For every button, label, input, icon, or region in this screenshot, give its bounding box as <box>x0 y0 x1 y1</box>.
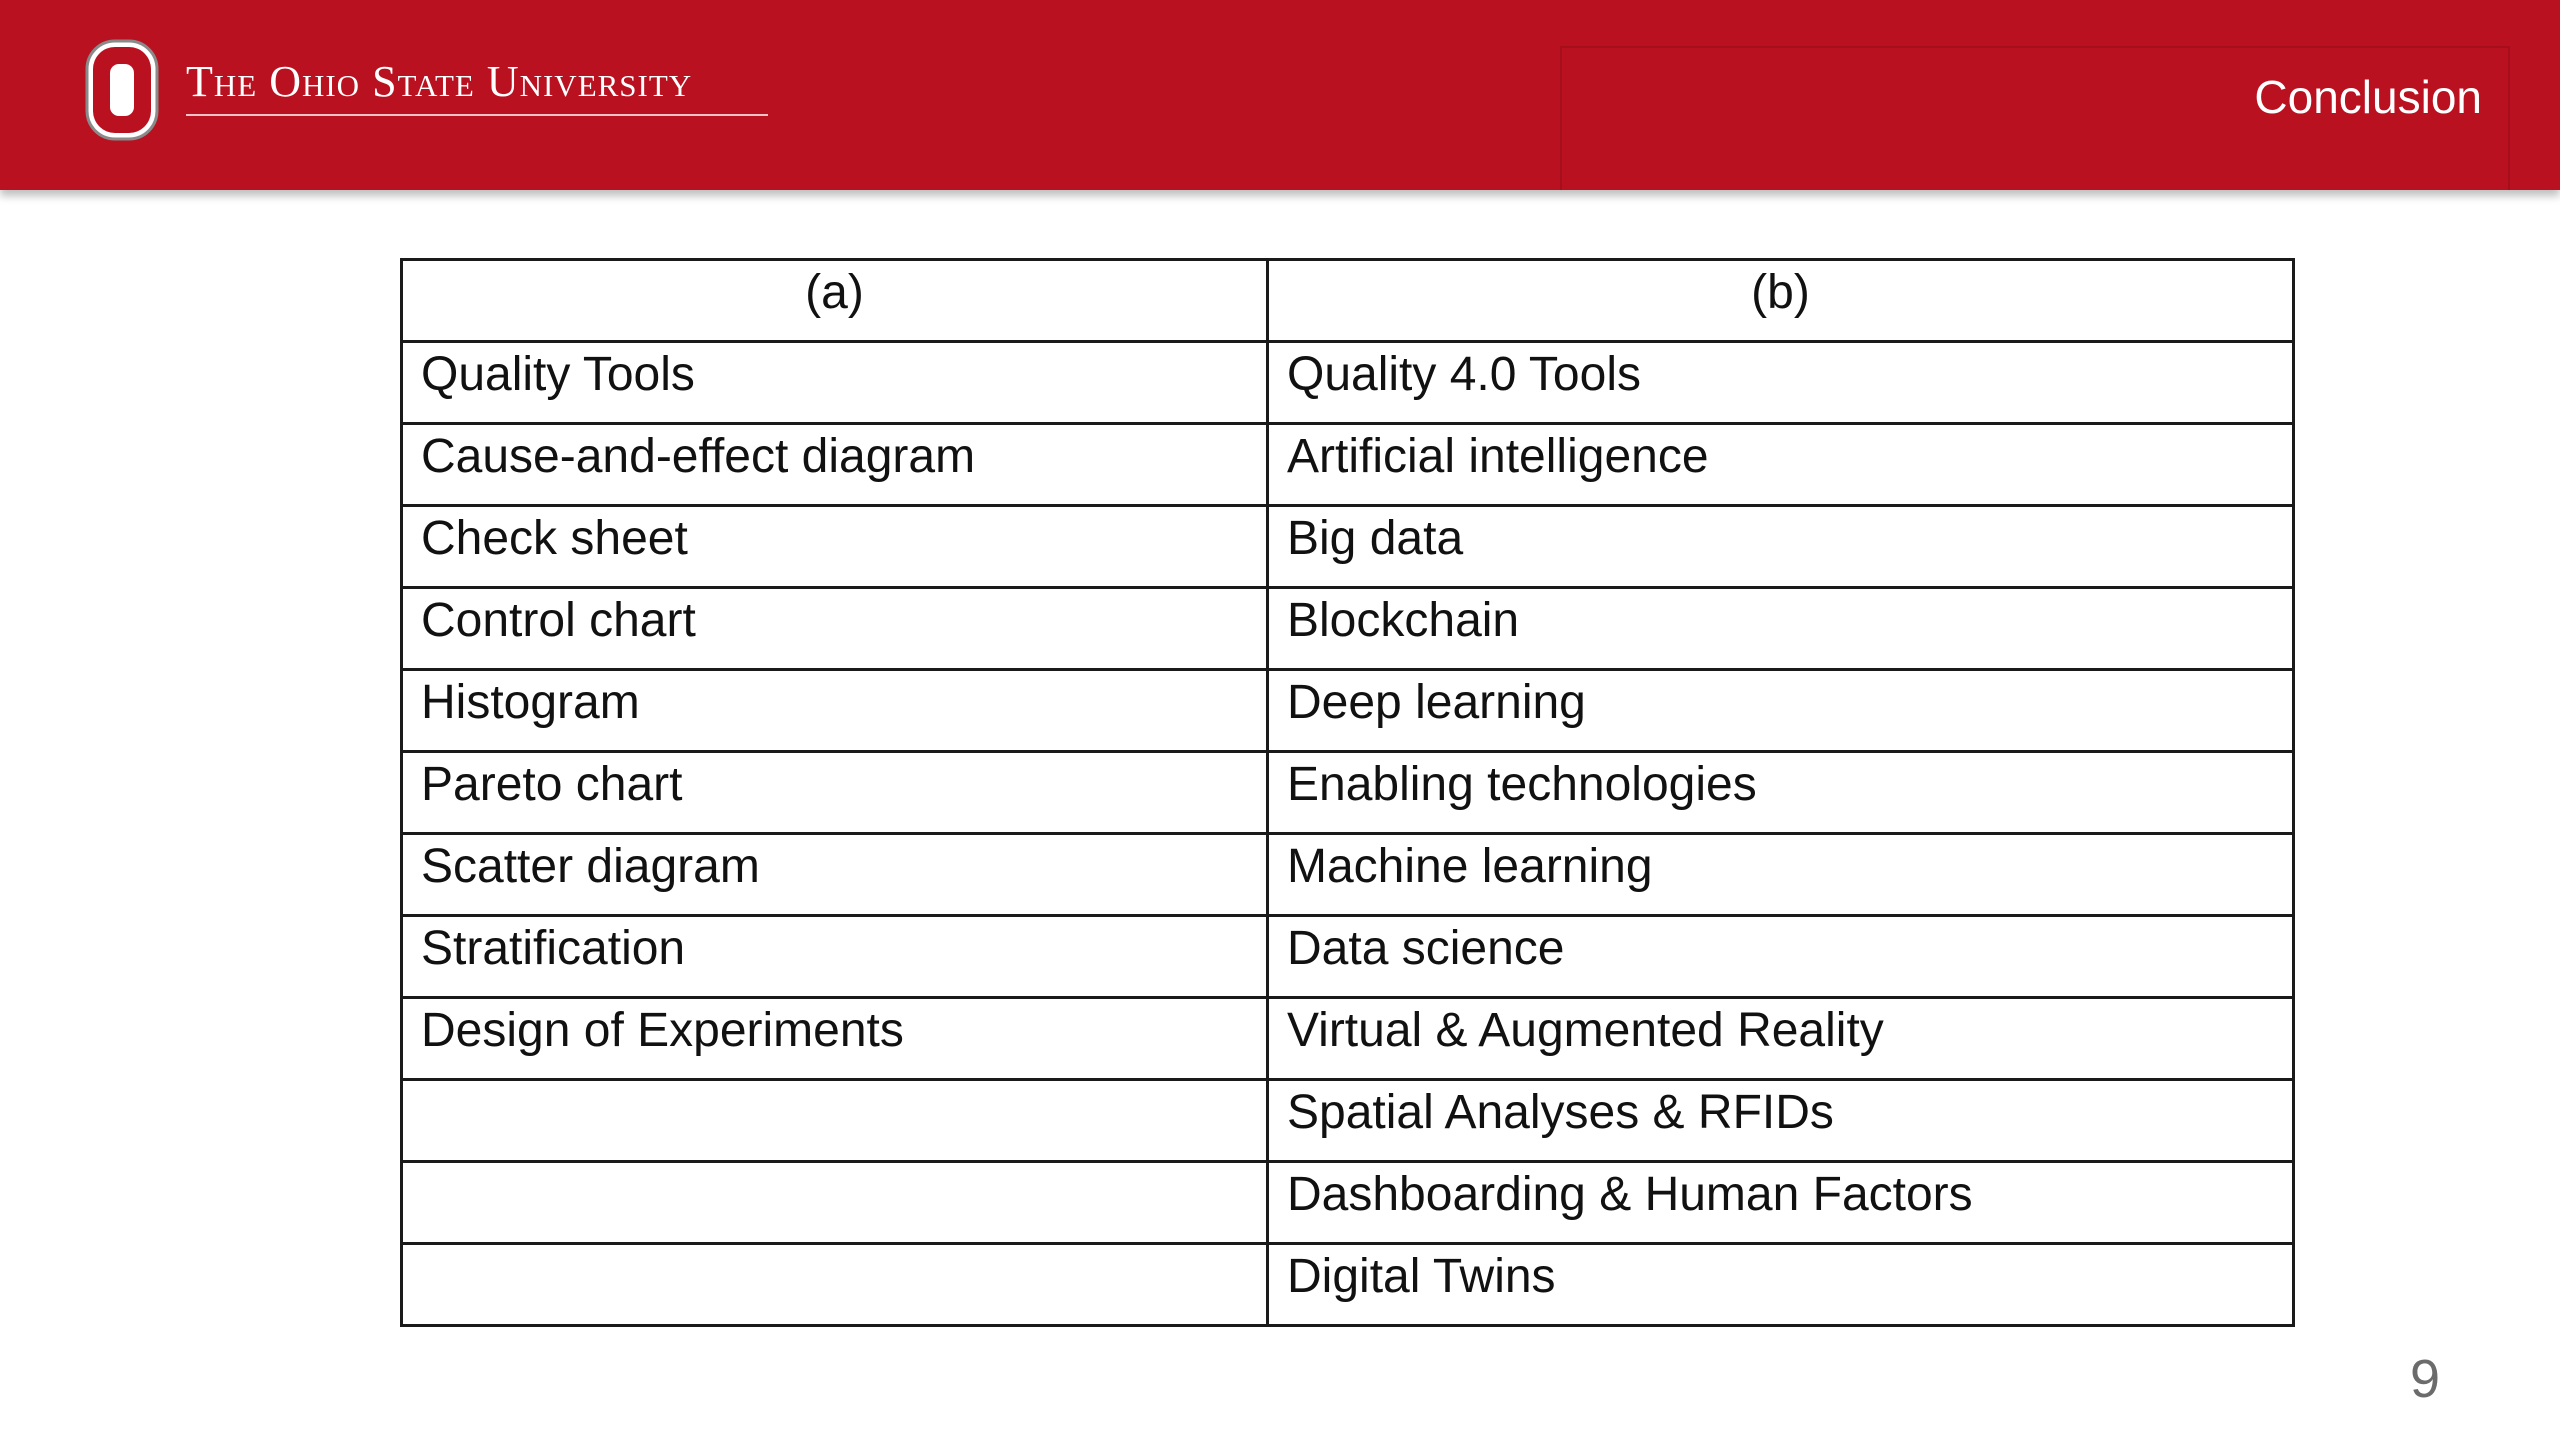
table-row <box>402 506 2294 588</box>
table-cell-b: Quality 4.0 Tools <box>1268 342 2294 424</box>
table-row <box>402 342 2294 424</box>
column-header-b: (b) <box>1268 260 2294 342</box>
table-row <box>402 998 2294 1080</box>
table-cell-b: Dashboarding & Human Factors <box>1268 1162 2294 1244</box>
table-cell-a: Cause-and-effect diagram <box>402 424 1268 506</box>
tools-comparison-table <box>400 258 2295 1327</box>
table-cell-b: Artificial intelligence <box>1268 424 2294 506</box>
table-cell-a: Scatter diagram <box>402 834 1268 916</box>
header-bar <box>0 0 2560 190</box>
table-cell-b: Blockchain <box>1268 588 2294 670</box>
table-cell-a: Histogram <box>402 670 1268 752</box>
table-cell-a: Design of Experiments <box>402 998 1268 1080</box>
table-cell-a: Pareto chart <box>402 752 1268 834</box>
table-cell-b: Digital Twins <box>1268 1244 2294 1326</box>
table-cell-b: Data science <box>1268 916 2294 998</box>
table-cell-b: Deep learning <box>1268 670 2294 752</box>
table-row <box>402 1162 2294 1244</box>
university-underline <box>186 114 768 116</box>
table-cell-b: Virtual & Augmented Reality <box>1268 998 2294 1080</box>
table-cell-b: Spatial Analyses & RFIDs <box>1268 1080 2294 1162</box>
table-row <box>402 916 2294 998</box>
table-row <box>402 752 2294 834</box>
table-cell-b: Big data <box>1268 506 2294 588</box>
section-title: Conclusion <box>2254 71 2482 123</box>
table-row <box>402 1080 2294 1162</box>
table-cell-a: Quality Tools <box>402 342 1268 424</box>
table-cell-a <box>402 1080 1268 1162</box>
table-cell-a: Stratification <box>402 916 1268 998</box>
table-row <box>402 834 2294 916</box>
block-o-logo-icon <box>84 38 160 142</box>
table-cell-b: Enabling technologies <box>1268 752 2294 834</box>
page-number: 9 <box>2409 1349 2440 1409</box>
table-cell-a <box>402 1162 1268 1244</box>
table-header-row <box>402 260 2294 342</box>
table-cell-a: Control chart <box>402 588 1268 670</box>
table-cell-a: Check sheet <box>402 506 1268 588</box>
table-row <box>402 424 2294 506</box>
column-header-a: (a) <box>402 260 1268 342</box>
table-row <box>402 670 2294 752</box>
table-cell-a <box>402 1244 1268 1326</box>
table-cell-b: Machine learning <box>1268 834 2294 916</box>
table-row <box>402 588 2294 670</box>
table-row <box>402 1244 2294 1326</box>
university-name: The Ohio State University <box>186 57 693 106</box>
